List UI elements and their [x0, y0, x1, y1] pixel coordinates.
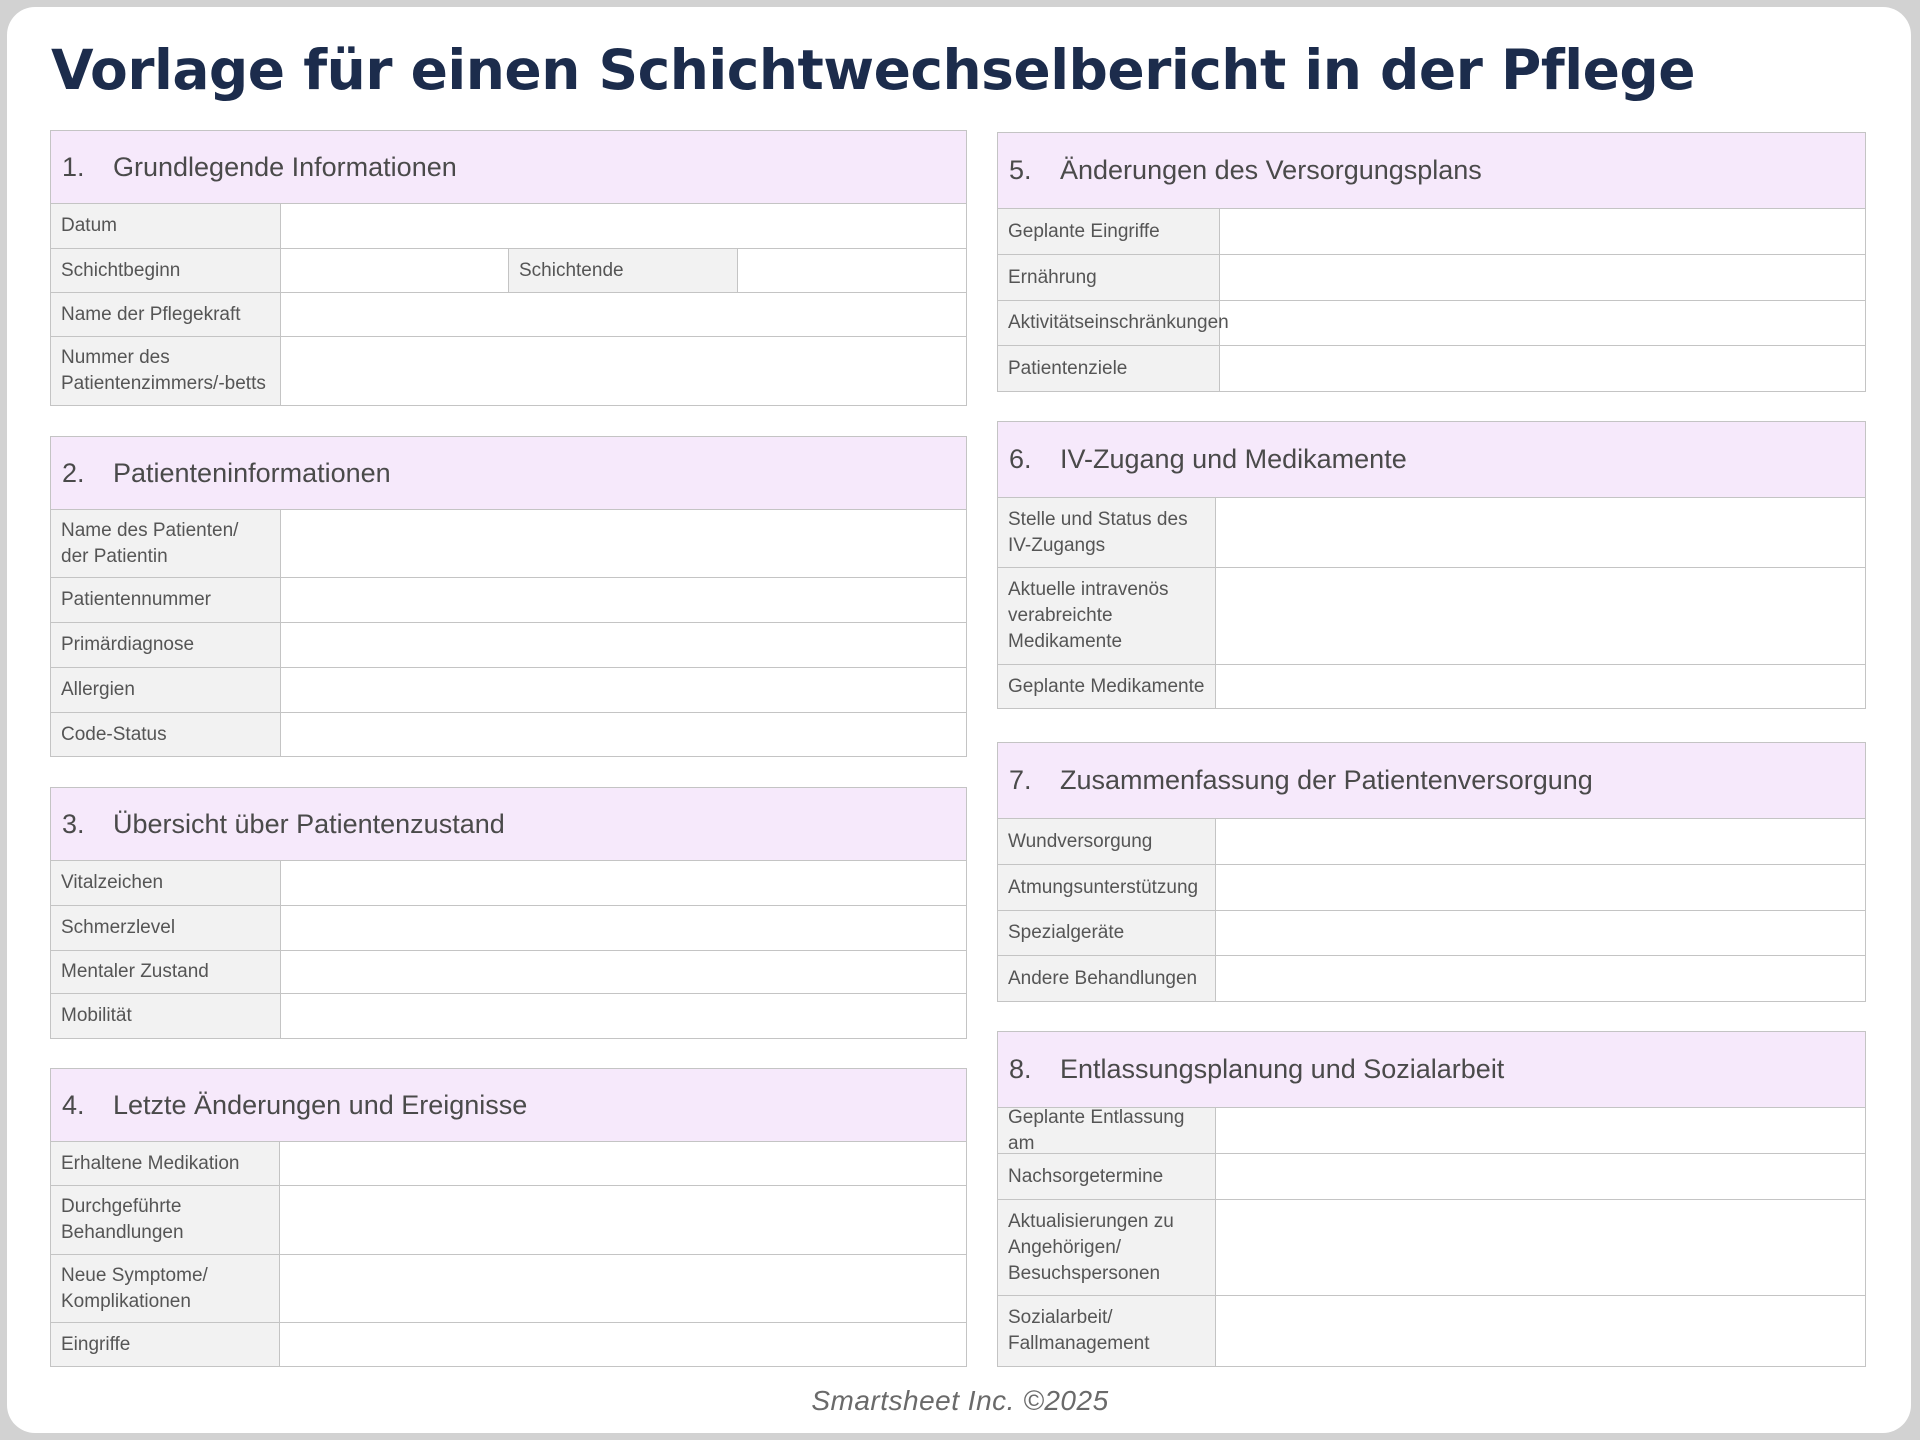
form-row	[998, 346, 1865, 391]
section-title: Zusammenfassung der Patientenversorgung	[1060, 765, 1593, 795]
form-row	[998, 1108, 1865, 1154]
respiratory-support-field[interactable]	[1216, 865, 1865, 910]
field-label: Nummer des Patientenzimmers/-betts	[51, 337, 281, 405]
allergies-field[interactable]	[281, 668, 966, 712]
section-number: 5.	[1009, 155, 1032, 185]
new-symptoms-field[interactable]	[280, 1255, 966, 1322]
section-number: 7.	[1009, 765, 1032, 795]
field-label: Stelle und Status des IV-Zugangs	[998, 498, 1216, 567]
section-patient-info	[50, 436, 967, 757]
section-title: Grundlegende Informationen	[113, 151, 457, 182]
field-label: Eingriffe	[51, 1323, 280, 1366]
section-title: Letzte Änderungen und Ereignisse	[113, 1089, 528, 1120]
field-label: Mobilität	[51, 994, 281, 1038]
section-recent-changes	[50, 1068, 967, 1367]
mental-state-field[interactable]	[281, 951, 966, 993]
section-number: 2.	[62, 457, 85, 488]
form-row	[51, 578, 966, 623]
form-row	[51, 668, 966, 713]
section-number: 3.	[62, 808, 85, 839]
date-field[interactable]	[281, 204, 966, 248]
field-label: Primärdiagnose	[51, 623, 281, 667]
field-label: Patientenziele	[998, 346, 1220, 391]
form-row	[51, 249, 966, 293]
code-status-field[interactable]	[281, 713, 966, 756]
field-label: Aktivitätseinschränkungen	[998, 301, 1220, 345]
section-header	[998, 743, 1865, 819]
section-title: Übersicht über Patientenzustand	[113, 808, 505, 839]
section-patient-condition	[50, 787, 967, 1039]
form-row	[51, 204, 966, 249]
section-header	[998, 422, 1865, 498]
special-equipment-field[interactable]	[1216, 911, 1865, 955]
section-number: 6.	[1009, 444, 1032, 474]
form-row	[998, 209, 1865, 255]
form-row	[998, 568, 1865, 665]
procedures-field[interactable]	[280, 1323, 966, 1366]
field-label: Schichtende	[509, 249, 738, 292]
form-row	[51, 906, 966, 951]
form-row	[51, 337, 966, 405]
field-label: Ernährung	[998, 255, 1220, 300]
form-row	[51, 1186, 966, 1255]
form-row	[51, 293, 966, 337]
pain-level-field[interactable]	[281, 906, 966, 950]
room-bed-number-field[interactable]	[281, 337, 966, 405]
section-care-summary	[997, 742, 1866, 1002]
section-header	[51, 131, 966, 204]
field-label: Spezialgeräte	[998, 911, 1216, 955]
section-title: Änderungen des Versorgungsplans	[1060, 155, 1482, 185]
form-row	[998, 301, 1865, 346]
activity-restrictions-field[interactable]	[1220, 301, 1865, 345]
social-work-field[interactable]	[1216, 1296, 1865, 1366]
section-care-plan-changes	[997, 132, 1866, 392]
wound-care-field[interactable]	[1216, 819, 1865, 864]
section-number: 1.	[62, 151, 85, 182]
field-label: Erhaltene Medikation	[51, 1142, 280, 1185]
form-row	[51, 713, 966, 756]
other-treatments-field[interactable]	[1216, 956, 1865, 1001]
follow-up-appointments-field[interactable]	[1216, 1154, 1865, 1199]
form-row	[998, 1200, 1865, 1296]
form-row	[998, 865, 1865, 911]
form-row	[998, 911, 1865, 956]
form-row	[998, 255, 1865, 301]
field-label: Aktuelle intravenös verabreichte Medikamente	[998, 568, 1216, 664]
field-label: Datum	[51, 204, 281, 248]
form-row	[998, 498, 1865, 568]
planned-medication-field[interactable]	[1216, 665, 1865, 708]
section-title: Entlassungsplanung und Sozialarbeit	[1060, 1054, 1505, 1084]
section-header	[51, 437, 966, 510]
section-header	[51, 1069, 966, 1142]
form-row	[998, 665, 1865, 708]
form-row	[51, 510, 966, 578]
form-row	[51, 994, 966, 1038]
field-label: Sozialarbeit/ Fallmanagement	[998, 1296, 1216, 1366]
section-header	[51, 788, 966, 861]
nutrition-field[interactable]	[1220, 255, 1865, 300]
patient-number-field[interactable]	[281, 578, 966, 622]
patient-goals-field[interactable]	[1220, 346, 1865, 391]
form-row	[998, 1296, 1865, 1366]
field-label: Geplante Medikamente	[998, 665, 1216, 708]
current-iv-medication-field[interactable]	[1216, 568, 1865, 664]
planned-discharge-field[interactable]	[1216, 1108, 1865, 1153]
section-basic-info	[50, 130, 967, 406]
form-row	[51, 861, 966, 906]
field-label: Aktualisierungen zu Angehörigen/ Besuchspersonen	[998, 1200, 1216, 1295]
patient-name-field[interactable]	[281, 510, 966, 577]
field-label: Schmerzlevel	[51, 906, 281, 950]
page-title: Vorlage für einen Schichtwechselbericht in der Pflege	[51, 38, 1696, 102]
form-row	[998, 956, 1865, 1001]
form-row	[51, 951, 966, 994]
medication-received-field[interactable]	[280, 1142, 966, 1185]
section-number: 8.	[1009, 1054, 1032, 1084]
field-label: Mentaler Zustand	[51, 951, 281, 993]
vital-signs-field[interactable]	[281, 861, 966, 905]
shift-start-field[interactable]	[281, 249, 509, 292]
section-header	[998, 1032, 1865, 1108]
form-row	[51, 623, 966, 668]
field-label: Nachsorgetermine	[998, 1154, 1216, 1199]
field-label: Name des Patienten/ der Patientin	[51, 510, 281, 577]
field-label: Neue Symptome/ Komplikationen	[51, 1255, 280, 1322]
field-label: Name der Pflegekraft	[51, 293, 281, 336]
field-label: Vitalzeichen	[51, 861, 281, 905]
field-label: Patientennummer	[51, 578, 281, 622]
form-row	[998, 1154, 1865, 1200]
section-title: Patienteninformationen	[113, 457, 391, 488]
treatments-performed-field[interactable]	[280, 1186, 966, 1254]
planned-procedures-field[interactable]	[1220, 209, 1865, 254]
form-row	[51, 1142, 966, 1186]
form-row	[51, 1323, 966, 1366]
field-label: Geplante Entlassung am	[998, 1108, 1216, 1153]
field-label: Schichtbeginn	[51, 249, 281, 292]
section-header	[998, 133, 1865, 209]
primary-diagnosis-field[interactable]	[281, 623, 966, 667]
form-row	[51, 1255, 966, 1323]
shift-end-field[interactable]	[738, 249, 966, 292]
nurse-name-field[interactable]	[281, 293, 966, 336]
family-updates-field[interactable]	[1216, 1200, 1865, 1295]
field-label: Durchgeführte Behandlungen	[51, 1186, 280, 1254]
section-number: 4.	[62, 1089, 85, 1120]
copyright-footer: Smartsheet Inc. ©2025	[811, 1385, 1109, 1416]
field-label: Wundversorgung	[998, 819, 1216, 864]
section-discharge-planning	[997, 1031, 1866, 1367]
iv-site-status-field[interactable]	[1216, 498, 1865, 567]
field-label: Allergien	[51, 668, 281, 712]
mobility-field[interactable]	[281, 994, 966, 1038]
field-label: Andere Behandlungen	[998, 956, 1216, 1001]
field-label: Geplante Eingriffe	[998, 209, 1220, 254]
section-title: IV-Zugang und Medikamente	[1060, 444, 1407, 474]
form-row	[998, 819, 1865, 865]
field-label: Atmungsunterstützung	[998, 865, 1216, 910]
section-iv-access-medication	[997, 421, 1866, 709]
field-label: Code-Status	[51, 713, 281, 756]
